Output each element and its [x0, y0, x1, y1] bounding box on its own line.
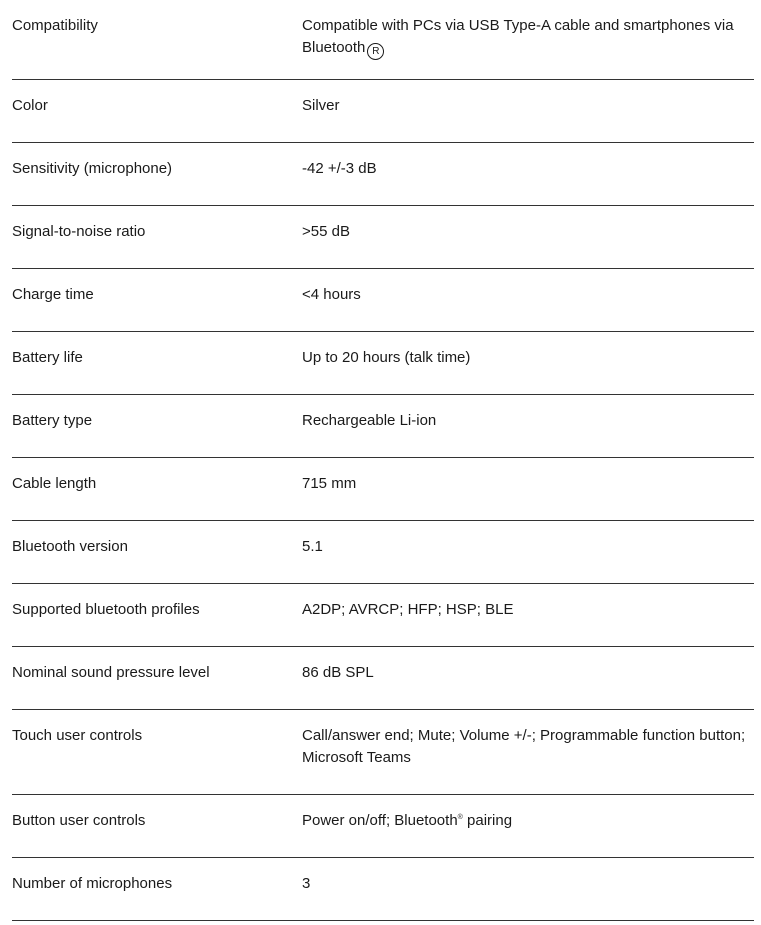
registered-mark-icon: R [367, 43, 384, 60]
spec-label: Signal-to-noise ratio [12, 223, 146, 240]
spec-row-microphones [12, 858, 754, 921]
spec-row-charge-time [12, 269, 754, 332]
spec-value: Rechargeable Li-ion [302, 412, 437, 429]
spec-label: Sensitivity (microphone) [12, 160, 173, 177]
spec-label: Battery life [12, 349, 83, 366]
spec-label: Bluetooth version [12, 538, 128, 555]
spec-row-battery-life [12, 332, 754, 395]
spec-row-touch-controls [12, 710, 754, 795]
spec-value: 5.1 [302, 538, 323, 555]
spec-value-text: Power on/off; Bluetooth [302, 812, 458, 829]
spec-row-sensitivity [12, 143, 754, 206]
spec-value: 3 [302, 875, 311, 892]
spec-value: Silver [302, 97, 340, 114]
spec-value-text: pairing [462, 812, 513, 829]
spec-row-bluetooth-profiles [12, 584, 754, 647]
spec-value: 86 dB SPL [302, 664, 374, 681]
spec-label: Cable length [12, 475, 97, 492]
spec-row-battery-type [12, 395, 754, 458]
spec-row-color [12, 80, 754, 143]
spec-row-compatibility [12, 0, 754, 80]
spec-value: <4 hours [302, 286, 361, 303]
spec-label: Number of microphones [12, 875, 173, 892]
spec-label: Charge time [12, 286, 94, 303]
spec-value: 715 mm [302, 475, 357, 492]
spec-value-text: Compatible with PCs via USB Type-A cable and smartphones via Bluetooth [302, 17, 734, 56]
spec-value [302, 810, 754, 857]
spec-value: Up to 20 hours (talk time) [302, 349, 471, 366]
spec-label: Battery type [12, 412, 93, 429]
spec-row-snr [12, 206, 754, 269]
registered-mark: ® [457, 814, 463, 821]
spec-label: Compatibility [12, 17, 98, 34]
spec-label: Supported bluetooth profiles [12, 601, 200, 618]
spec-value: Call/answer end; Mute; Volume +/-; Programmable function button; Microsoft Teams [302, 727, 746, 766]
spec-value: A2DP; AVRCP; HFP; HSP; BLE [302, 601, 514, 618]
spec-table [12, 0, 754, 921]
spec-row-sound-pressure [12, 647, 754, 710]
spec-value: -42 +/-3 dB [302, 160, 377, 177]
spec-row-bluetooth-version [12, 521, 754, 584]
spec-row-cable-length [12, 458, 754, 521]
spec-label: Touch user controls [12, 727, 143, 744]
spec-value [302, 15, 754, 79]
spec-value: >55 dB [302, 223, 350, 240]
spec-label: Nominal sound pressure level [12, 664, 210, 681]
spec-row-button-controls [12, 795, 754, 858]
spec-label: Button user controls [12, 812, 146, 829]
spec-label: Color [12, 97, 48, 114]
